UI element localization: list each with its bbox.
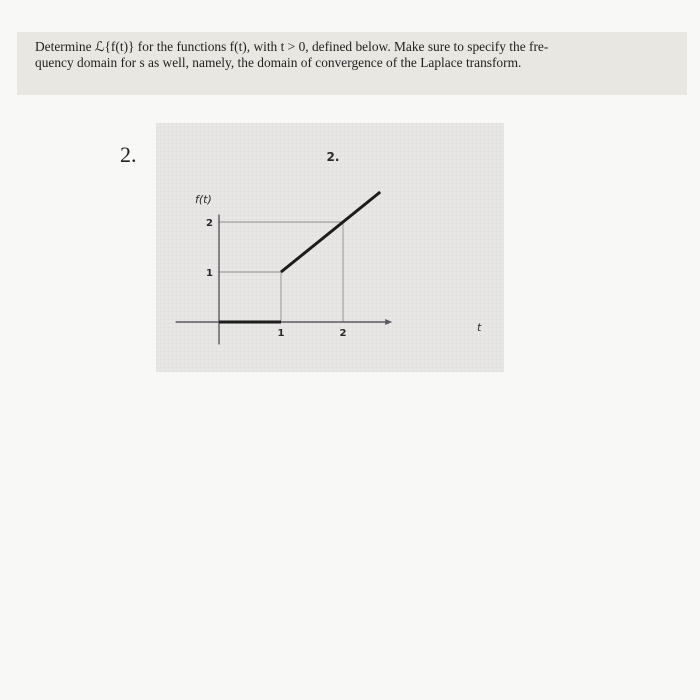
figure-panel (156, 123, 504, 372)
chart-title: 2. (326, 150, 340, 164)
y-axis-label: f(t) (195, 193, 212, 206)
piecewise-function-graph (156, 123, 504, 372)
problem-number: 2. (120, 142, 137, 167)
problem-line-2: quency domain for s as well, namely, the domain of convergence of the Laplace transform. (35, 55, 522, 70)
x-axis-label: t (477, 321, 482, 334)
y-tick-label-1: 1 (206, 268, 213, 279)
y-tick-label-2: 2 (206, 218, 213, 229)
x-tick-label-2: 2 (339, 328, 347, 339)
problem-statement-box (17, 32, 687, 95)
x-tick-label-1: 1 (277, 328, 285, 339)
problem-statement (35, 39, 669, 71)
problem-line-1: Determine ℒ{f(t)} for the functions f(t), with t > 0, defined below. Make sure to specify the fre- (35, 39, 549, 54)
